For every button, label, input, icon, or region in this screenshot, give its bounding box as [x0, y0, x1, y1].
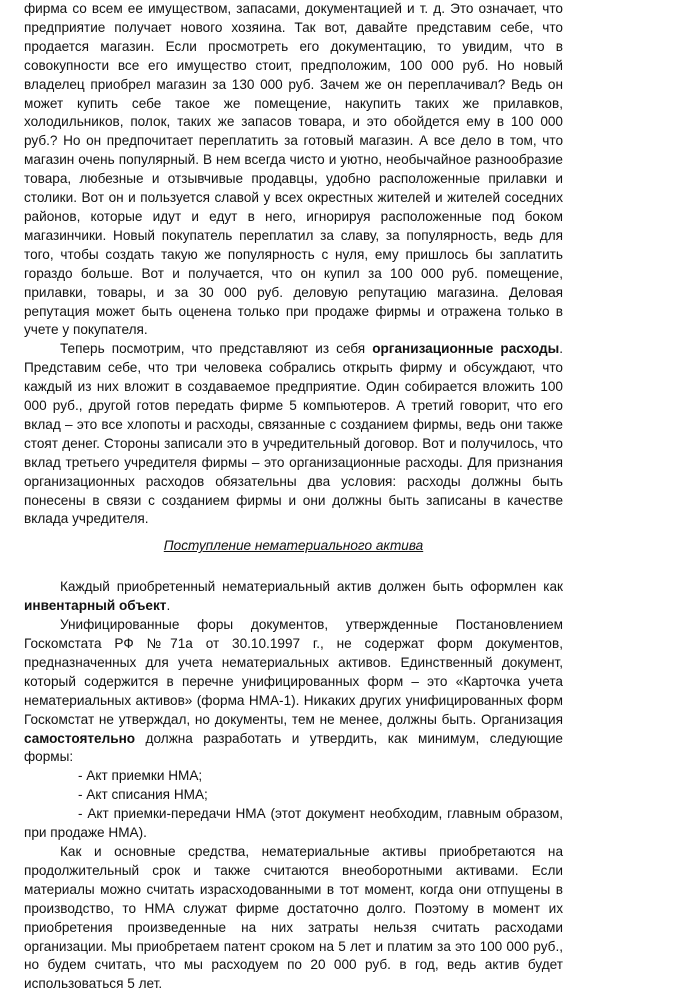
bold-term: самостоятельно: [24, 730, 136, 746]
paragraph-inventory-object: [24, 578, 563, 616]
text-run: Каждый приобретенный нематериальный актив должен быть оформлен как: [60, 579, 563, 595]
paragraph-noncurrent-assets: Как и основные средства, нематериальные активы приобретаются на продолжительный срок и также считаются внеоборотными активами. Если материалы можно считать израсходованными в тот момент, когда они отпущены в производство, то НМА служат фирме достаточно долго. Поэтому в момент их приобретения произведенные на них затраты нельзя считать расходами организации. Мы приобретаем патент сроком на 5 лет и платим за это 100 000 руб., но будем считать, что мы расходуем по 20 000 руб. в год, ведь актив будет использоваться 5 лет.: [24, 843, 563, 992]
bold-term: инвентарный объект: [24, 598, 167, 614]
paragraph-goodwill: фирма со всем ее имуществом, запасами, документацией и т. д. Это означает, что предприятие получает нового хозяина. Так вот, давайте представим себе, что продается магазин. Если просмотреть его документацию, то увидим, что в совокупности все его имущество стоит, предположим, 100 000 руб. Но новый владелец приобрел магазин за 130 000 руб. Зачем же он переплачивал? Ведь он может купить себе такое же помещение, накупить таких же прилавков, холодильников, полок, таких же запасов товара, и это обойдется ему в 100 000 руб.? Но он предпочитает переплатить за готовый магазин. А все дело в том, что магазин очень популярный. В нем всегда чисто и уютно, необычайное разнообразие товара, любезные и отзывчивые продавцы, удобно расположенные прилавки и столики. Вот он и пользуется славой у всех окрестных жителей и жителей соседних районов, которые идут и едут в него, игнорируя расположенные под боком магазинчики. Новый покупатель переплатил за славу, за популярность, ведь для того, чтобы создать такую же популярность с нуля, ему пришлось бы заплатить гораздо больше. Вот и получается, что он купил за 100 000 руб. помещение, прилавки, товары, и за 30 000 руб. деловую репутацию магазина. Деловая репутация может быть оценена только при продаже фирмы и отражена только в учете у покупателя.: [24, 1, 563, 338]
paragraph-unified-forms: [24, 616, 563, 767]
text-run: Теперь посмотрим, что представляют из себя: [60, 341, 373, 357]
list-item: - Акт списания НМА;: [78, 787, 208, 803]
text-run: .: [166, 598, 171, 614]
paragraph-organizational-expenses: [24, 340, 563, 529]
section-heading: Поступление нематериального актива: [163, 538, 424, 554]
list-item: - Акт приемки-передачи НМА (этот документ необходим, главным образом, при продаже НМА).: [24, 806, 563, 841]
text-run: должна разработать и утвердить, как минимум, следующие формы:: [24, 730, 563, 765]
text-run: Унифицированные форы документов, утвержденные Постановлением Госкомстата РФ №71а от 30.10.1997 г., не содержат форм документов, предназначенных для учета нематериальных активов. Единственный документ, который содержится в перечне унифицированных форм – это «Карточка учета нематериальных активов» (форма НМА-1). Никаких других унифицированных форм Госкомстат не утверждал, но документы, тем не менее, должны быть. Организация: [24, 617, 563, 727]
list-item: - Акт приемки НМА;: [78, 768, 203, 784]
text-run: . Представим себе, что три человека собрались открыть фирму и обсуждают, что каждый из них вложит в создаваемое предприятие. Один собирается вложить 100 000 руб., другой готов передать фирме 5 компьютеров. А третий говорит, что его вклад – это все хлопоты и расходы, связанные с созданием фирмы, ведь они также стоят денег. Стороны записали это в учредительный договор. Вот и получилось, что вклад третьего учредителя фирмы – это организационные расходы. Для признания организационных расходов обязательны два условия: расходы должны быть понесены в связи с созданием фирмы и они должны быть записаны в качестве вклада учредителя.: [24, 341, 563, 527]
bold-term: организационные расходы: [372, 341, 560, 357]
